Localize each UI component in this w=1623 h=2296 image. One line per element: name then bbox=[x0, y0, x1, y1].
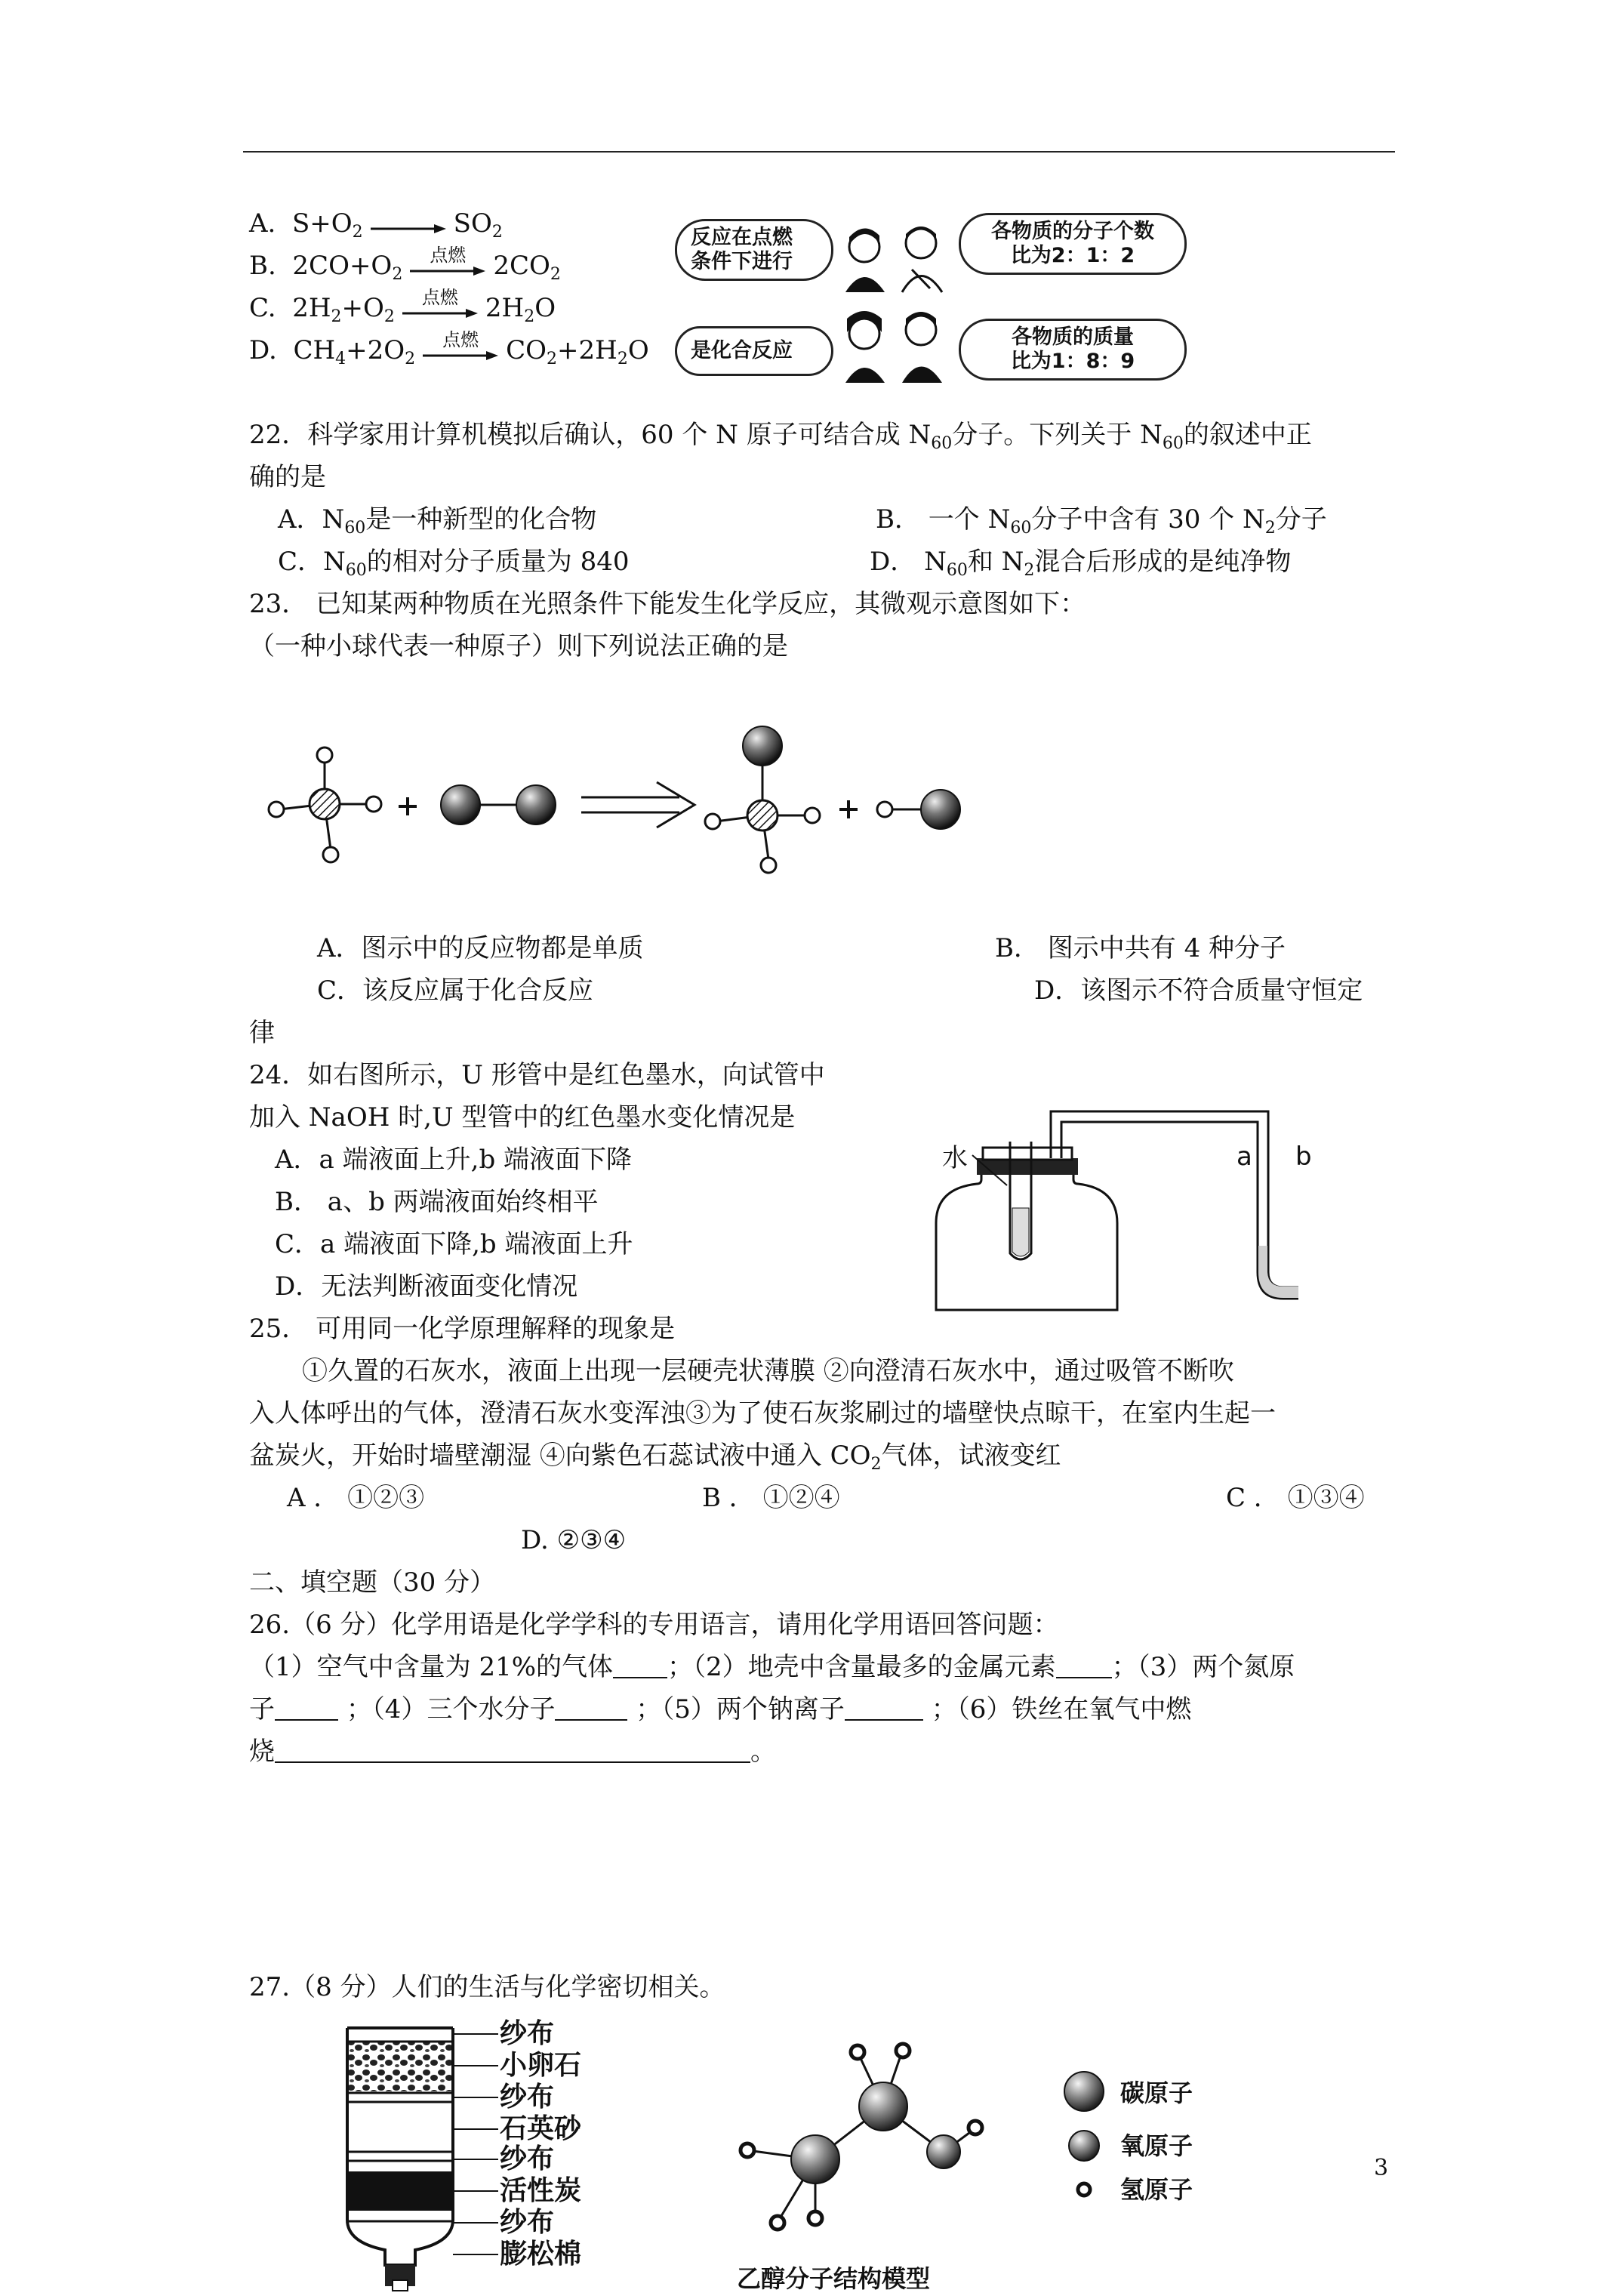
label-water: 水 bbox=[942, 1143, 968, 1173]
q22-stem-line2: 确的是 bbox=[249, 462, 326, 492]
q23-stem-line1: 23． 已知某两种物质在光照条件下能发生化学反应，其微观示意图如下： bbox=[249, 589, 1086, 619]
filter-label-gauze-3: 纱布 bbox=[500, 2143, 555, 2174]
q23-molecule-reaction-diagram bbox=[264, 725, 989, 891]
q21-option-c: C. $2H_2+O_2$ 点燃 $2H_2O$ bbox=[249, 287, 556, 326]
q25-option-c: C ． ①③④ bbox=[1226, 1483, 1365, 1513]
q22-stem-line1: 22．科学家用计算机模拟后确认，60 个 N 原子可结合成 $N_{60}$分子。下列关于 $N_{60}$的叙述中正 bbox=[249, 420, 1312, 453]
atom-legend-icons bbox=[1057, 2069, 1117, 2212]
q23-option-a: A．图示中的反应物都是单质 bbox=[317, 933, 644, 963]
ethanol-model-caption: 乙醇分子结构模型 bbox=[737, 2264, 931, 2293]
answer-blank[interactable] bbox=[555, 1697, 627, 1721]
u-tube-diagram bbox=[891, 1095, 1298, 1314]
q25-line3: 盆炭火，开始时墙壁潮湿 ④向紫色石蕊试液中通入 $CO_2$气体，试液变红 bbox=[249, 1441, 1061, 1474]
filter-bottle-icon bbox=[332, 2023, 468, 2291]
page-number: 3 bbox=[1374, 2155, 1389, 2181]
q26-stem: 26.（6 分）化学用语是化学学科的专用语言，请用化学用语回答问题： bbox=[249, 1610, 1059, 1640]
q23-option-c: C．该反应属于化合反应 bbox=[317, 975, 594, 1006]
q24-option-b: B． a、b 两端液面始终相平 bbox=[275, 1187, 599, 1217]
q22-option-a: A．$N_{60}$是一种新型的化合物 bbox=[278, 504, 597, 538]
label-a: a bbox=[1236, 1142, 1252, 1172]
speech-bubble-condition: 反应在点燃 条件下进行 bbox=[675, 219, 833, 281]
q24-option-a: A．a 端液面上升,b 端液面下降 bbox=[275, 1145, 633, 1175]
filter-label-cotton: 膨松棉 bbox=[500, 2239, 582, 2270]
reaction-arrow: 点燃 bbox=[410, 252, 485, 282]
speech-bubble-combination: 是化合反应 bbox=[675, 326, 833, 376]
filter-label-gauze-4: 纱布 bbox=[500, 2207, 555, 2238]
speech-bubble-ratio: 各物质的分子个数 比为2：1：2 bbox=[959, 213, 1187, 275]
water-filter-diagram bbox=[332, 2018, 679, 2291]
label-b: b bbox=[1295, 1142, 1312, 1172]
q23-option-d-continued: 律 bbox=[249, 1018, 275, 1048]
q24-u-tube-apparatus bbox=[891, 1095, 1312, 1314]
q23-option-d: D．该图示不符合质量守恒定 bbox=[1034, 975, 1363, 1006]
q21-cartoon-illustration bbox=[672, 205, 1215, 387]
answer-blank[interactable] bbox=[845, 1697, 923, 1721]
legend-carbon: 碳原子 bbox=[1120, 2079, 1193, 2107]
q22-option-d: D． $N_{60}$和 $N_2$混合后形成的是纯净物 bbox=[870, 547, 1292, 580]
q24-stem-line1: 24．如右图所示，U 形管中是红色墨水，向试管中 bbox=[249, 1060, 825, 1090]
filter-label-gauze-1: 纱布 bbox=[500, 2018, 555, 2049]
answer-blank[interactable] bbox=[1056, 1654, 1112, 1678]
filter-label-quartz-sand: 石英砂 bbox=[500, 2113, 582, 2144]
q26-line2: 子 ；（4）三个水分子 ；（5）两个钠离子 ；（6）铁丝在氧气中燃 bbox=[249, 1694, 1192, 1724]
filter-label-gauze-2: 纱布 bbox=[500, 2082, 555, 2113]
ethanol-molecule-model bbox=[732, 2039, 1004, 2235]
header-rule bbox=[243, 151, 1395, 153]
q25-option-b: B ． ①②④ bbox=[702, 1483, 840, 1513]
answer-blank[interactable] bbox=[275, 1739, 750, 1763]
q21-option-a: A. $S+O_2$ $SO_2$ bbox=[249, 208, 503, 242]
filter-leader-lines bbox=[453, 2023, 498, 2291]
q23-stem-line2: （一种小球代表一种原子）则下列说法正确的是 bbox=[249, 631, 788, 661]
cartoon-people-icon bbox=[823, 205, 966, 387]
filter-label-activated-carbon: 活性炭 bbox=[500, 2175, 582, 2206]
q26-line3: 烧 。 bbox=[249, 1737, 776, 1767]
speech-bubble-mass: 各物质的质量 比为1：8：9 bbox=[959, 319, 1187, 381]
filter-label-pebble: 小卵石 bbox=[500, 2050, 582, 2081]
q25-line1: ①久置的石灰水，液面上出现一层硬壳状薄膜 ②向澄清石灰水中，通过吸管不断吹 bbox=[302, 1356, 1234, 1386]
legend-hydrogen: 氢原子 bbox=[1120, 2175, 1193, 2204]
reaction-arrow: 点燃 bbox=[423, 337, 498, 367]
q21-option-d: D. $CH_4+2O_2$ 点燃 $CO_2+2H_2O$ bbox=[249, 329, 649, 368]
q26-line1: （1）空气中含量为 21%的气体 ；（2）地壳中含量最多的金属元素 ；（3）两个氮原 bbox=[249, 1652, 1295, 1682]
q25-option-a: A ． ①②③ bbox=[287, 1483, 425, 1513]
q27-stem: 27.（8 分）人们的生活与化学密切相关。 bbox=[249, 1972, 725, 2002]
legend-oxygen: 氧原子 bbox=[1120, 2131, 1193, 2160]
q24-option-c: C．a 端液面下降,b 端液面上升 bbox=[275, 1229, 633, 1259]
q21-option-b: B. $2CO+O_2$ 点燃 $2CO_2$ bbox=[249, 245, 561, 284]
q24-option-d: D．无法判断液面变化情况 bbox=[275, 1271, 578, 1302]
reaction-arrow bbox=[371, 210, 446, 240]
q23-option-b: B． 图示中共有 4 种分子 bbox=[995, 933, 1286, 963]
q24-stem-line2: 加入 NaOH 时,U 型管中的红色墨水变化情况是 bbox=[249, 1102, 796, 1133]
q22-option-b: B． 一个 $N_{60}$分子中含有 30 个 $N_2$分子 bbox=[876, 504, 1327, 538]
q25-line2: 入人体呼出的气体，澄清石灰水变浑浊③为了使石灰浆刷过的墙壁快点晾干，在室内生起一 bbox=[249, 1398, 1276, 1428]
q25-stem: 25． 可用同一化学原理解释的现象是 bbox=[249, 1314, 676, 1344]
q25-option-d: D. ②③④ bbox=[521, 1525, 627, 1555]
section-heading: 二、填空题（30 分） bbox=[249, 1567, 496, 1598]
reaction-arrow: 点燃 bbox=[402, 294, 478, 325]
q22-option-c: C．$N_{60}$的相对分子质量为 840 bbox=[278, 547, 630, 580]
answer-blank[interactable] bbox=[275, 1697, 338, 1721]
answer-blank[interactable] bbox=[613, 1654, 667, 1678]
